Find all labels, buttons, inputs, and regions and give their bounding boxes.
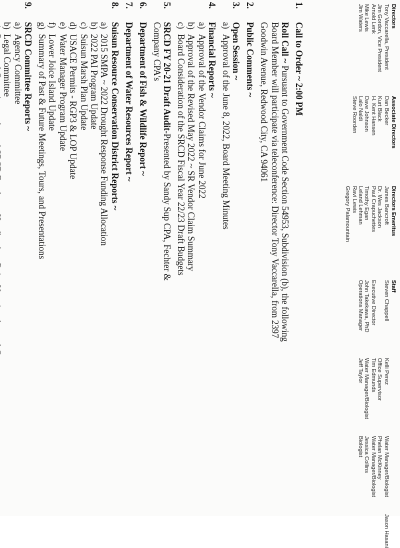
agenda-subitem [196, 2, 206, 514]
subitem-text: Agency Committee [12, 34, 23, 105]
subitem-letter [0, 22, 2, 29]
agenda-item-number: 2. [245, 2, 256, 9]
subitem-letter: d) [68, 22, 79, 30]
directors_emeritus-name: Paul Crapuchettes [369, 186, 376, 233]
staff-name: Water Manager/Biologist [369, 436, 376, 498]
agenda-item-continuation: Goodwin Avenue, Redwood City, CA 94061 [259, 22, 270, 182]
agenda-item [280, 2, 290, 514]
agenda-item-number: 7. [123, 2, 134, 9]
staff-name: Water Manager/Biologist [382, 436, 389, 498]
subitem-letter: c) [175, 22, 186, 29]
associate_directors-name: Steve Roorden [350, 96, 357, 134]
subitem-letter: b) [89, 22, 100, 30]
agenda-item [245, 2, 255, 514]
agenda-item [294, 2, 304, 514]
agenda-item [110, 2, 120, 514]
agenda-item-title: Department of Fish & Wildlife Report ~ [137, 22, 148, 176]
agenda-subitem [89, 2, 99, 514]
directors_emeritus-name: Leland Lehman [356, 186, 363, 225]
directors-name: Mike Lewis [363, 4, 370, 32]
agenda-item-title: Open Session ~ [231, 22, 242, 81]
subitem-letter: a) [99, 22, 110, 29]
agenda-item-number: 9. [23, 2, 34, 9]
agenda-list [4, 2, 304, 514]
agenda-subitem [2, 2, 12, 514]
subitem-letter: b) [186, 22, 197, 30]
agenda-item-number: 4. [207, 2, 218, 9]
subitem-letter: c) [78, 22, 89, 29]
directors-emeritus-group [344, 186, 396, 242]
staff-name: Biologist [357, 436, 363, 458]
agenda-subitem [37, 2, 47, 514]
agenda-subitem [78, 2, 88, 514]
associate_directors-name: Dave Johnson [363, 96, 370, 132]
staff-name: Phelan McKinney [376, 436, 383, 480]
directors_emeritus-name: Dr. Wes Jackson [376, 186, 383, 228]
agenda-item-number: 6. [137, 2, 148, 9]
subitem-letter: a) [12, 22, 23, 29]
agenda-item-number: 5. [162, 2, 173, 9]
subitem-text [0, 34, 2, 363]
staff-name: Operations Manager [357, 280, 363, 331]
directors_emeritus-name: James Bancroft [382, 186, 389, 225]
directors_emeritus-name: Gregory Palamountain [344, 186, 351, 242]
staff-name: Water Manager/Biologist [363, 358, 370, 420]
agenda-subitem [186, 2, 196, 514]
agenda-item-title: Financial Reports ~ [207, 22, 218, 98]
agenda-subitem [68, 2, 78, 514]
agenda-item [123, 2, 133, 514]
staff-name: Office Supervisor [376, 358, 383, 401]
staff-name: Jason Hasani [382, 514, 389, 548]
subitem-letter: b) [2, 22, 13, 30]
agenda-item [162, 2, 172, 514]
agenda-subitem [12, 2, 22, 514]
agenda-item-title: Call to Order ~ 2:00 PM [294, 22, 304, 116]
subitem-text: Suisun Marsh Plan Update [78, 34, 89, 131]
subitem-text: Water Manager Program Update [57, 34, 68, 151]
agenda-item [207, 2, 217, 514]
agenda-item-title: Roll Call ~ [280, 22, 291, 64]
directors-name: Jim Waters [356, 4, 363, 32]
directors-name: Jim Gordon, Vice President [376, 4, 383, 72]
subitem-text: 2015 SMPA ~ 2022 Drought Response Funding Allocation [99, 34, 110, 246]
subitem-text: Approval of the June 8, 2022, Board Meeting Minutes [221, 34, 232, 230]
agenda-item [231, 2, 241, 514]
agenda-item-number: 8. [109, 2, 120, 9]
staff-name: John Takekawa, PhD [363, 280, 370, 333]
agenda-subitem [221, 2, 231, 514]
subitem-letter: f) [47, 22, 58, 28]
agenda-item-continuation: Board Member will participate via teleconference: Director Tony Vaccarella, from 2397 [269, 22, 280, 339]
subitem-letter: g) [37, 22, 48, 30]
agenda-subitem [176, 2, 186, 514]
staff-name: Jeff Taylor [357, 358, 363, 384]
directors_emeritus-heading: Directors Emeritus [390, 186, 396, 237]
staff-name: Jessica Collins [363, 436, 370, 473]
staff-name: Tim Edmunds [369, 358, 376, 393]
subitem-letter: e) [57, 22, 68, 29]
agenda-item-title: Suisun Resource Conservation District Reports ~ [109, 22, 120, 211]
subitem-text: Approval of the Revised May 2022 ~ SR Vendor Claim Summary [186, 34, 197, 272]
agenda-item-title: Public Comments ~ [245, 22, 256, 98]
agenda-item-title: Department of Water Resources Report ~ [123, 22, 134, 182]
associate_directors-name: Kurt Black [376, 96, 383, 122]
associate_directors-name: Lalo Naldi [356, 96, 363, 121]
associate-directors-group [350, 96, 396, 149]
staff-name: Executive Director [369, 280, 376, 326]
directors-group [357, 4, 396, 72]
agenda-item-number: 1. [294, 2, 304, 9]
directors-heading: Directors [390, 4, 396, 29]
agenda-item-title: SRCD FY 20-21 Draft Audit [162, 22, 173, 131]
subitem-letter: a) [221, 22, 232, 29]
agenda-item-continuation: Company CPA's [151, 22, 162, 82]
staff-heading: Staff [390, 280, 396, 293]
staff-name: Kelli Perez [382, 358, 389, 385]
staff-name: Steven Chappell [382, 280, 389, 322]
agenda-subitem [0, 2, 2, 514]
agenda-subitem [57, 2, 67, 514]
directors-name: Arnold Lenk [369, 4, 376, 34]
subitem-text: Summary of Past & Future Meetings, Tours, and Presentations [37, 34, 48, 260]
subitem-text: 2022 PAI Program Update [89, 34, 100, 130]
subitem-text: Legal Committee [2, 34, 13, 97]
associate_directors-heading: Associate Directors [390, 96, 396, 149]
directors_emeritus-name: Ravi Lewis [350, 186, 357, 214]
subitem-letter: a) [196, 22, 207, 29]
associate_directors-name: Dan Becker [382, 96, 389, 126]
staff-group [357, 280, 396, 548]
agenda-item-number: 3. [231, 2, 242, 9]
agenda-subitem [99, 2, 109, 514]
agenda-item-title: SRCD Committee Reports ~ [23, 22, 34, 131]
subitem-text: USACE Permits - RGP3 & LOP Update [68, 34, 79, 180]
subitem-text: Approval of the Vendor Claims for June 2022 [196, 34, 207, 199]
agenda-item [23, 2, 33, 514]
associate_directors-name: H. Kent Hansen [369, 96, 376, 136]
agenda-item-text: -Presented by Sandy Sup CPA, Fechter & [162, 130, 173, 281]
directors_emeritus-name: Timothy Egan [363, 186, 370, 221]
subitem-text: Board Consideration of the SRCD Fiscal Year 22/23 Draft Budgets [175, 34, 186, 276]
agenda-item [137, 2, 147, 514]
agenda-item-text: Pursuant to Government Code Section 54953, Subdivision (b), the following [280, 63, 291, 342]
agenda-subitem [47, 2, 57, 514]
directors-name: Tony Vaccarella, President [382, 4, 389, 70]
roster-sidebar [315, 0, 400, 548]
subitem-text: Lower Joice Island Update [47, 34, 58, 131]
